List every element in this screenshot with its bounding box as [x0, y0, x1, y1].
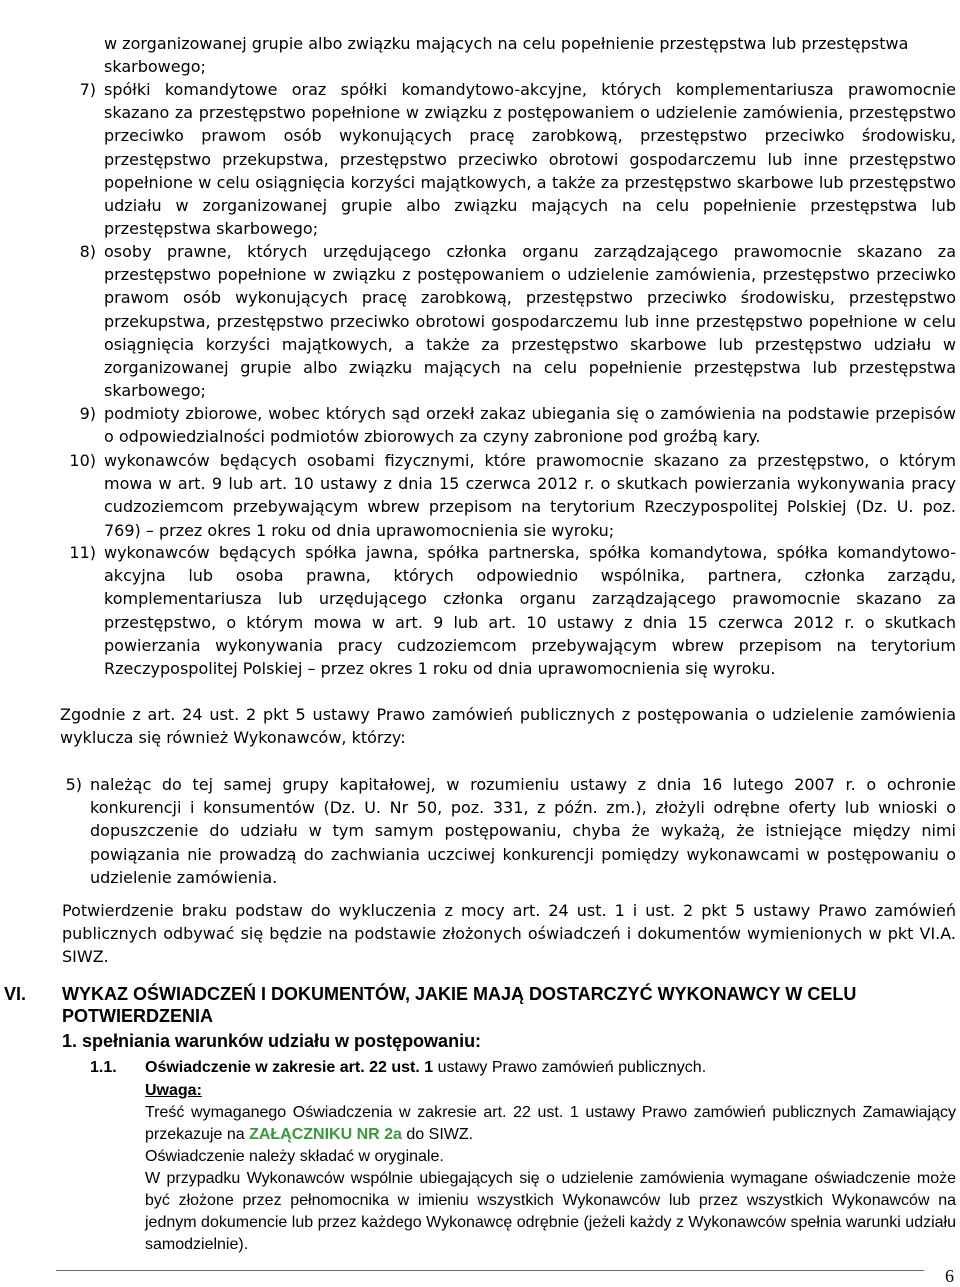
- section-vi-title: WYKAZ OŚWIADCZEŃ I DOKUMENTÓW, JAKIE MAJĄ DOSTARCZYĆ WYKONAWCY W CELU POTWIERDZENIA: [62, 984, 857, 1026]
- item-10-number: 10): [69, 451, 96, 470]
- intro-line-1: w zorganizowanej grupie albo związku mających na celu popełnienie przestępstwa lub przestępstwa: [104, 34, 909, 53]
- intro-text: [104, 32, 956, 78]
- item-9-number: 9): [79, 404, 96, 423]
- exclusion-intro-paragraph: Zgodnie z art. 24 ust. 2 pkt 5 ustawy Prawo zamówień publicznych z postępowania o udzielenie zamówienia wyklucza się również Wykonawców, którzy:: [60, 705, 956, 748]
- item-11-text: wykonawców będących spółka jawna, spółka partnerska, spółka komandytowa, spółka komandytowo-akcyjna lub osoba prawna, których odpowiednio wspólnika, partnera, członka zarządu, komplementariusza lub urzędującego członka organu zarządzającego prawomocnie skazano za przestępstwo, o którym mowa w art. 9 lub art. 10 ustawy z dnia 15 czerwca 2012 r. o skutkach powierzania wykonywania pracy cudzoziemcom przebywającym wbrew przepisom na terytorium Rzeczypospolitej Polskiej – przez okres 1 roku od dnia uprawomocnienia się wyroku.: [104, 543, 956, 679]
- item-8-number: 8): [79, 242, 96, 261]
- item-10-text: wykonawców będących osobami fizycznymi, które prawomocnie skazano za przestępstwo, o którym mowa w art. 9 lub art. 10 ustawy z dnia 15 czerwca 2012 r. o skutkach powierzania wykonywania pracy cudzoziemcom przebywającym wbrew przepisom na terytorium Rzeczypospolitej Polskiej (Dz. U. poz. 769) – przez okres 1 roku od dnia uprawomocnienia sie wyroku;: [104, 451, 956, 540]
- section-vi-number: VI.: [4, 984, 27, 1004]
- item-9-text: podmioty zbiorowe, wobec których sąd orzekł zakaz ubiegania się o zamówienia na podstawie przepisów o odpowiedzialności podmiotów zbiorowych za czyny zabronione pod groźbą kary.: [104, 404, 956, 447]
- subsection-1-1-rest: ustawy Prawo zamówień publicznych.: [433, 1059, 707, 1076]
- footer-rule: [56, 1270, 924, 1271]
- item-11-number: 11): [69, 543, 96, 562]
- item-7-text: spółki komandytowe oraz spółki komandytowo-akcyjne, których komplementariusza prawomocnie skazano za przestępstwo popełnione w związku z postępowaniem o udzielenie zamówienia, przestępstwo przeciwko prawom osób wykonujących pracę zarobkową, przestępstwo przeciwko środowisku, przestępstwo przekupstwa, przestępstwo przeciwko obrotowi gospodarczemu lub inne przestępstwo popełnione w celu osiągnięcia korzyści majątkowych, a także za przestępstwo skarbowe lub przestępstwo udziału w zorganizowanej grupie albo związku mających na celu popełnienie przestępstwa lub przestępstwa skarbowego;: [104, 80, 956, 239]
- item-5-text: należąc do tej samej grupy kapitałowej, w rozumieniu ustawy z dnia 16 lutego 2007 r. o ochronie konkurencji i konsumentów (Dz. U. Nr 50, poz. 331, z późn. zm.), złożyli odrębne oferty lub wnioski o dopuszczenie do udziału w tym samym postępowaniu, chyba że wykażą, że istniejące między nimi powiązania nie prowadzą do zachwiania uczciwej konkurencji pomiędzy wykonawcami w postępowaniu o udzielenie zamówienia.: [90, 775, 956, 887]
- item-7-number: 7): [79, 80, 96, 99]
- subsection-1-heading: 1. spełniania warunków udziału w postępowaniu:: [62, 1031, 482, 1051]
- page-number: 6: [945, 1266, 954, 1286]
- note-label: Uwaga:: [145, 1082, 202, 1099]
- intro-line-2: skarbowego;: [104, 57, 206, 77]
- subsection-1-1-number: 1.1.: [90, 1059, 117, 1076]
- note-text-b: do SIWZ.: [401, 1126, 474, 1143]
- joint-bidders-paragraph: W przypadku Wykonawców wspólnie ubiegających się o udzielenie zamówienia wymagane oświadczenie może być złożone przez pełnomocnika w imieniu wszystkich Wykonawców lub przez wszystkich Wykonawców na jednym dokumencie lub przez każdego Wykonawcę odrębnie (jeżeli każdy z Wykonawców spełnia warunki udziału samodzielnie).: [145, 1170, 956, 1253]
- note-block: [145, 1080, 956, 1256]
- confirmation-paragraph: Potwierdzenie braku podstaw do wykluczenia z mocy art. 24 ust. 1 i ust. 2 pkt 5 ustawy Prawo zamówień publicznych odbywać się będzie na podstawie złożonych oświadczeń i dokumentów wymienionych w pkt VI.A. SIWZ.: [62, 901, 956, 967]
- subsection-1-1-heading: [145, 1057, 956, 1079]
- item-8-text: osoby prawne, których urzędującego członka organu zarządzającego prawomocnie skazano za przestępstwo popełnione w związku z postępowaniem o udzielenie zamówienia, przestępstwo przeciwko prawom osób wykonujących pracę zarobkową, przestępstwo przeciwko środowisku, przestępstwo przekupstwa, przestępstwo przeciwko obrotowi gospodarczemu lub inne przestępstwo popełnione w celu osiągnięcia korzyści majątkowych, a także za przestępstwo skarbowe lub przestępstwo udziału w zorganizowanej grupie albo związku mających na celu popełnienie przestępstwa lub przestępstwa skarbowego;: [104, 242, 956, 401]
- item-5-number: 5): [65, 775, 82, 794]
- note-text-a: Treść wymaganego Oświadczenia w zakresie art. 22 ust. 1 ustawy Prawo zamówień publicznych Zamawiający przekazuje na: [145, 1104, 956, 1143]
- attachment-2a-label: ZAŁĄCZNIKU NR 2a: [249, 1126, 402, 1143]
- subsection-1-1-bold: Oświadczenie w zakresie art. 22 ust. 1: [145, 1059, 434, 1076]
- note-content-paragraph: [145, 1102, 956, 1146]
- original-requirement: Oświadczenie należy składać w oryginale.: [145, 1148, 444, 1165]
